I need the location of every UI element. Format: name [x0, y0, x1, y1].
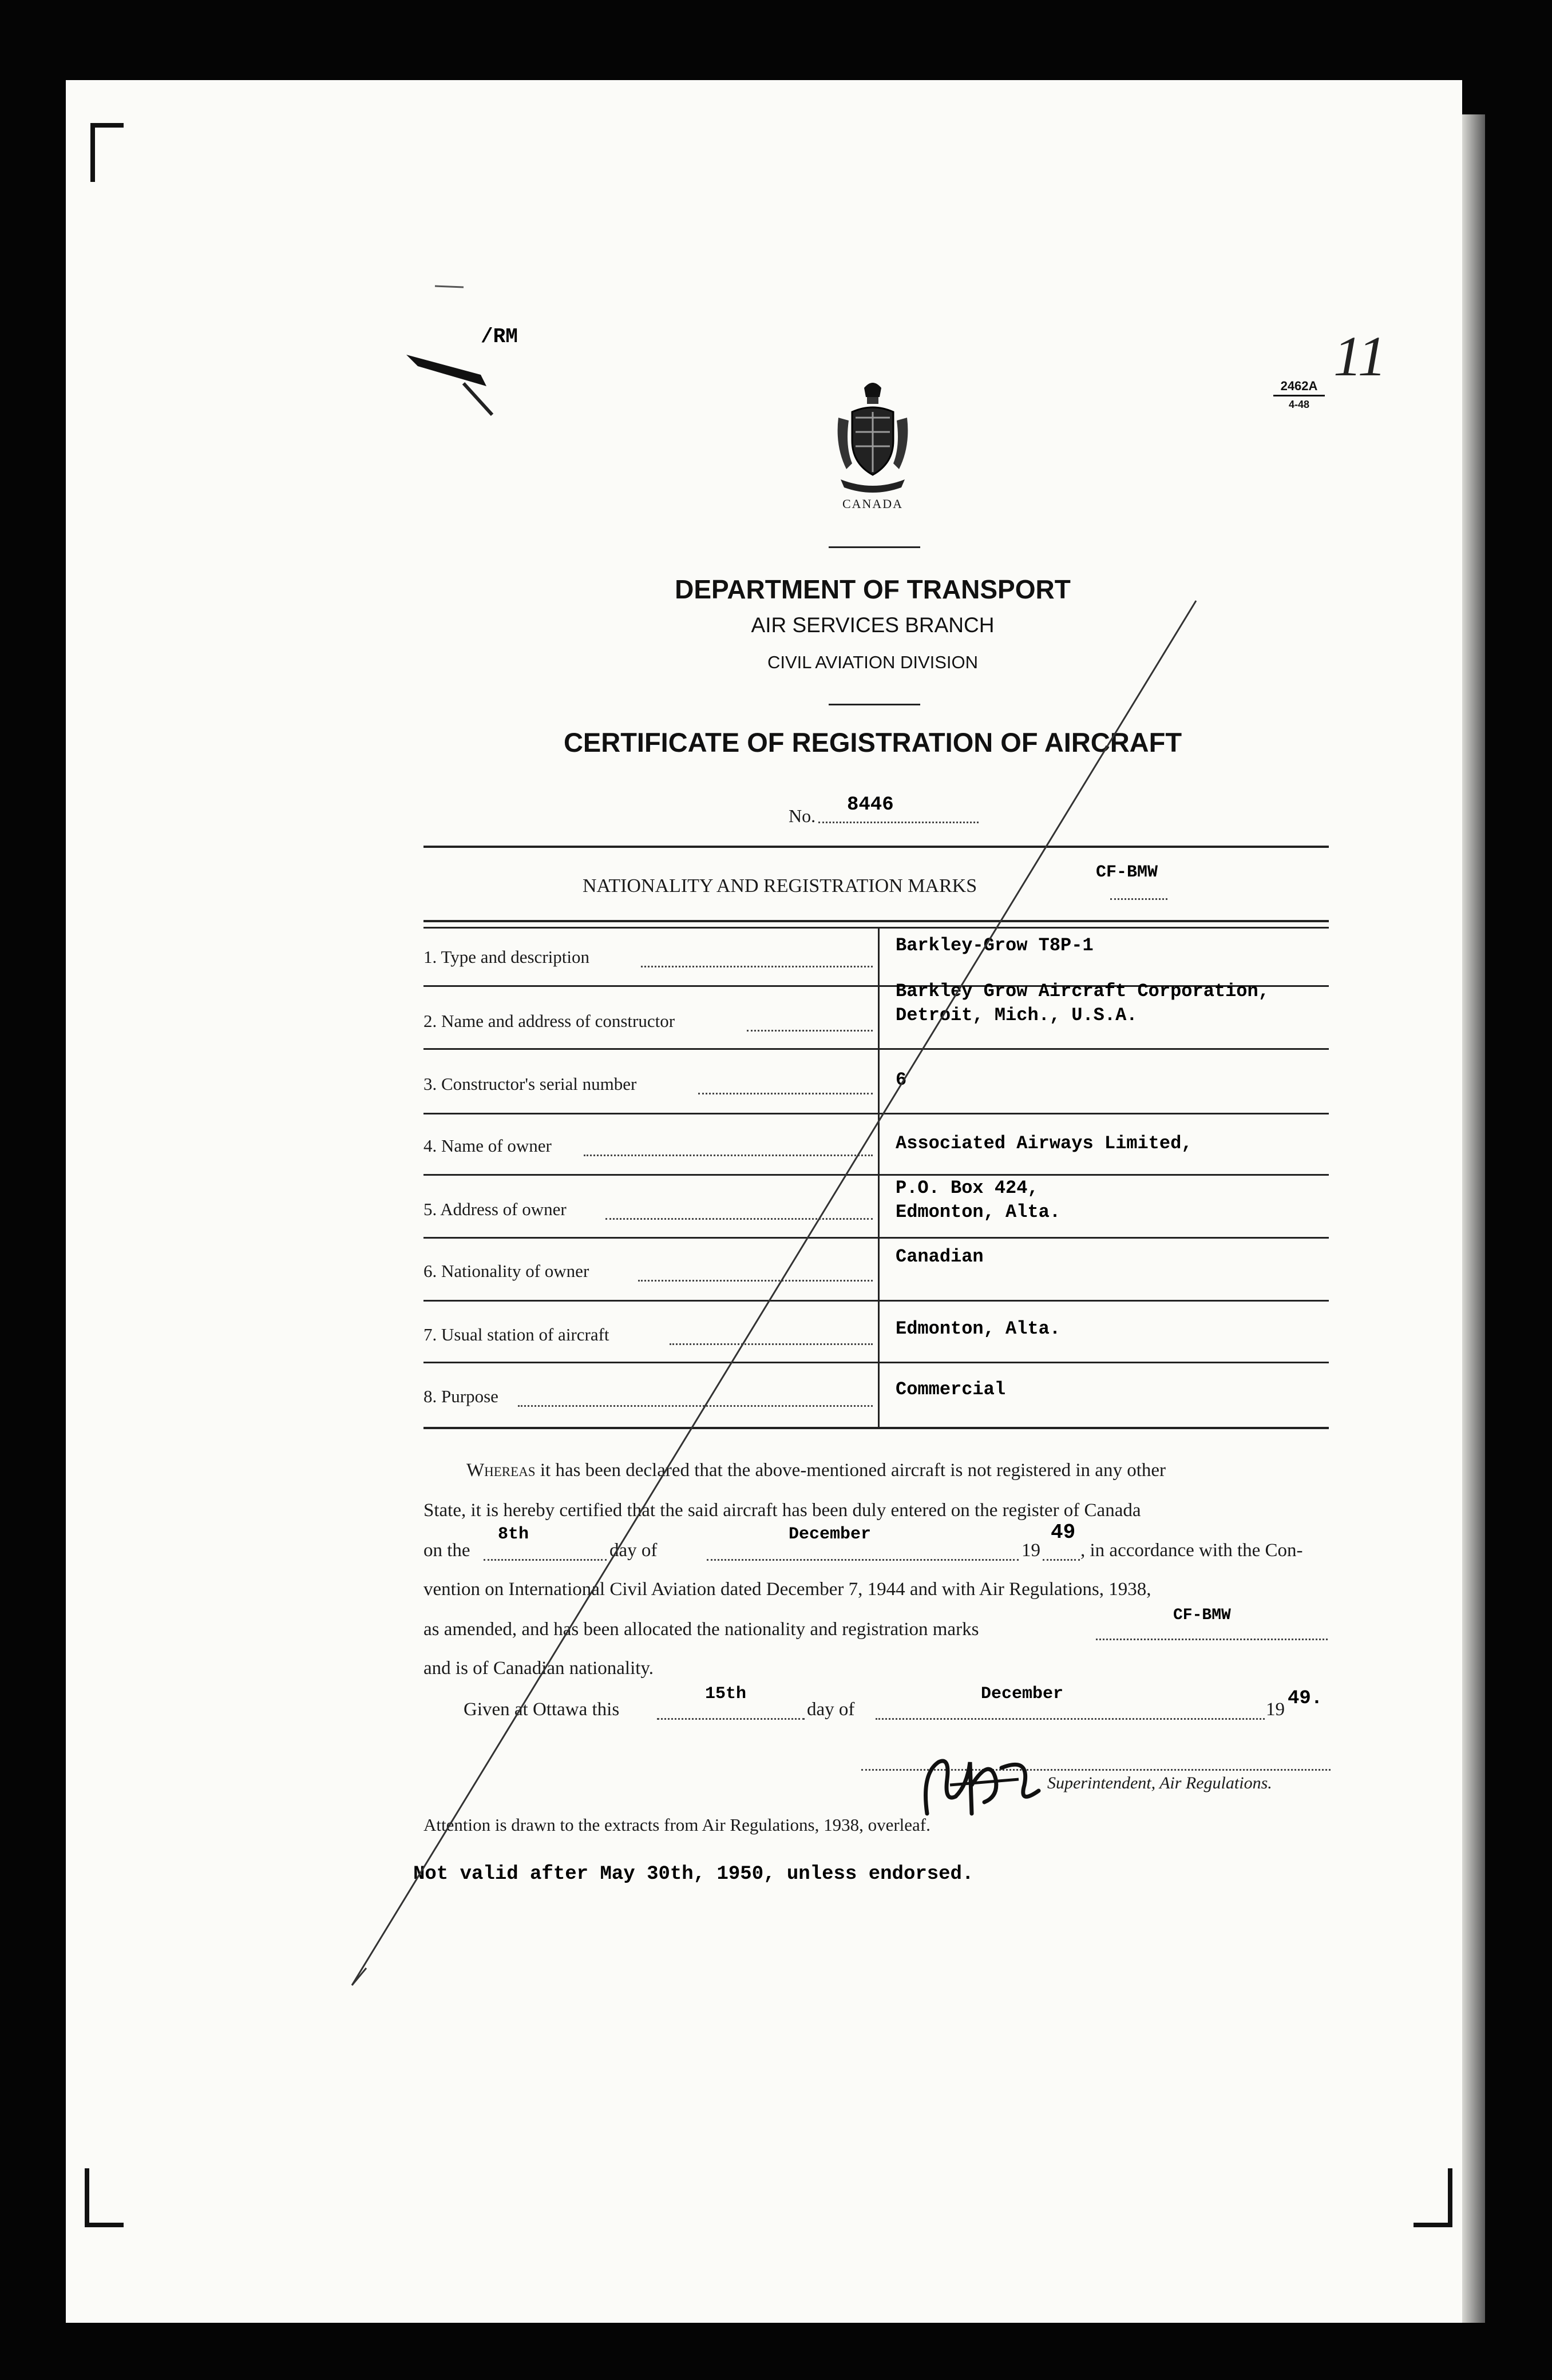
- row-label-serial: 3. Constructor's serial number: [423, 1074, 637, 1094]
- row-value-owner-address: P.O. Box 424, Edmonton, Alta.: [896, 1177, 1061, 1223]
- branch-name: AIR SERVICES BRANCH: [751, 613, 995, 637]
- entered-year-prefix: 19: [1022, 1540, 1040, 1561]
- row-label-purpose: 8. Purpose: [423, 1386, 498, 1406]
- validity-note: Not valid after May 30th, 1950, unless endorsed.: [413, 1863, 974, 1885]
- crest-caption: CANADA: [842, 497, 904, 511]
- row-label-owner-address: 5. Address of owner: [423, 1199, 567, 1219]
- nationality-marks-label: NATIONALITY AND REGISTRATION MARKS: [583, 875, 977, 897]
- given-day-of: day of: [807, 1699, 855, 1720]
- row-label-owner: 4. Name of owner: [423, 1136, 552, 1156]
- whereas-line-3-tail: , in accordance with the Con-: [1080, 1540, 1303, 1561]
- whereas-text-1: it has been declared that the above-mentioned aircraft is not registered in any other: [535, 1460, 1166, 1481]
- whereas-line-5: as amended, and has been allocated the nationality and registration marks: [423, 1619, 979, 1640]
- row-value-type: Barkley-Grow T8P-1: [896, 935, 1094, 956]
- document-title: CERTIFICATE OF REGISTRATION OF AIRCRAFT: [563, 727, 1182, 757]
- whereas-line-2: State, it is hereby certified that the said aircraft has been duly entered on the register of Canada: [423, 1500, 1141, 1521]
- certificate-number: 8446: [847, 794, 894, 816]
- whereas-day-of: day of: [609, 1540, 658, 1561]
- allocated-marks: CF-BMW: [1173, 1606, 1231, 1624]
- signature-title: Superintendent, Air Regulations.: [1047, 1774, 1272, 1792]
- given-day: 15th: [705, 1684, 747, 1704]
- nationality-marks-value: CF-BMW: [1096, 863, 1158, 882]
- whereas-on-the: on the: [423, 1540, 470, 1561]
- given-month: December: [981, 1684, 1064, 1704]
- entered-month: December: [789, 1525, 872, 1544]
- attention-note: Attention is drawn to the extracts from Air Regulations, 1938, overleaf.: [423, 1815, 931, 1835]
- file-mark: /RM: [481, 325, 518, 348]
- row-label-constructor: 2. Name and address of constructor: [423, 1011, 675, 1031]
- row-value-serial: 6: [896, 1069, 907, 1090]
- given-year-prefix: 19: [1266, 1699, 1285, 1720]
- department-name: DEPARTMENT OF TRANSPORT: [675, 574, 1071, 604]
- form-number-code: 2462A: [1273, 379, 1325, 396]
- whereas-line-4: vention on International Civil Aviation dated December 7, 1944 and with Air Regulations, 1938,: [423, 1579, 1151, 1600]
- given-year: 49.: [1288, 1688, 1323, 1709]
- certificate-number-label: No.: [789, 806, 816, 826]
- row-value-station: Edmonton, Alta.: [896, 1318, 1061, 1339]
- whereas-lead: Whereas: [466, 1460, 536, 1481]
- row-value-purpose: Commercial: [896, 1379, 1006, 1400]
- row-label-type: 1. Type and description: [423, 947, 589, 967]
- handwritten-page-number: 11: [1333, 324, 1387, 388]
- row-label-nationality: 6. Nationality of owner: [423, 1261, 589, 1281]
- entered-year: 49: [1051, 1521, 1076, 1544]
- row-label-station: 7. Usual station of aircraft: [423, 1324, 609, 1344]
- row-value-constructor: Barkley Grow Aircraft Corporation, Detroit, Mich., U.S.A.: [896, 981, 1269, 1026]
- row-value-nationality: Canadian: [896, 1246, 984, 1267]
- given-prefix: Given at Ottawa this: [464, 1699, 620, 1720]
- entered-day: 8th: [498, 1525, 529, 1544]
- whereas-line-6: and is of Canadian nationality.: [423, 1658, 654, 1679]
- form-number-date: 4-48: [1288, 399, 1310, 410]
- division-name: CIVIL AVIATION DIVISION: [767, 652, 979, 672]
- row-value-owner: Associated Airways Limited,: [896, 1133, 1193, 1154]
